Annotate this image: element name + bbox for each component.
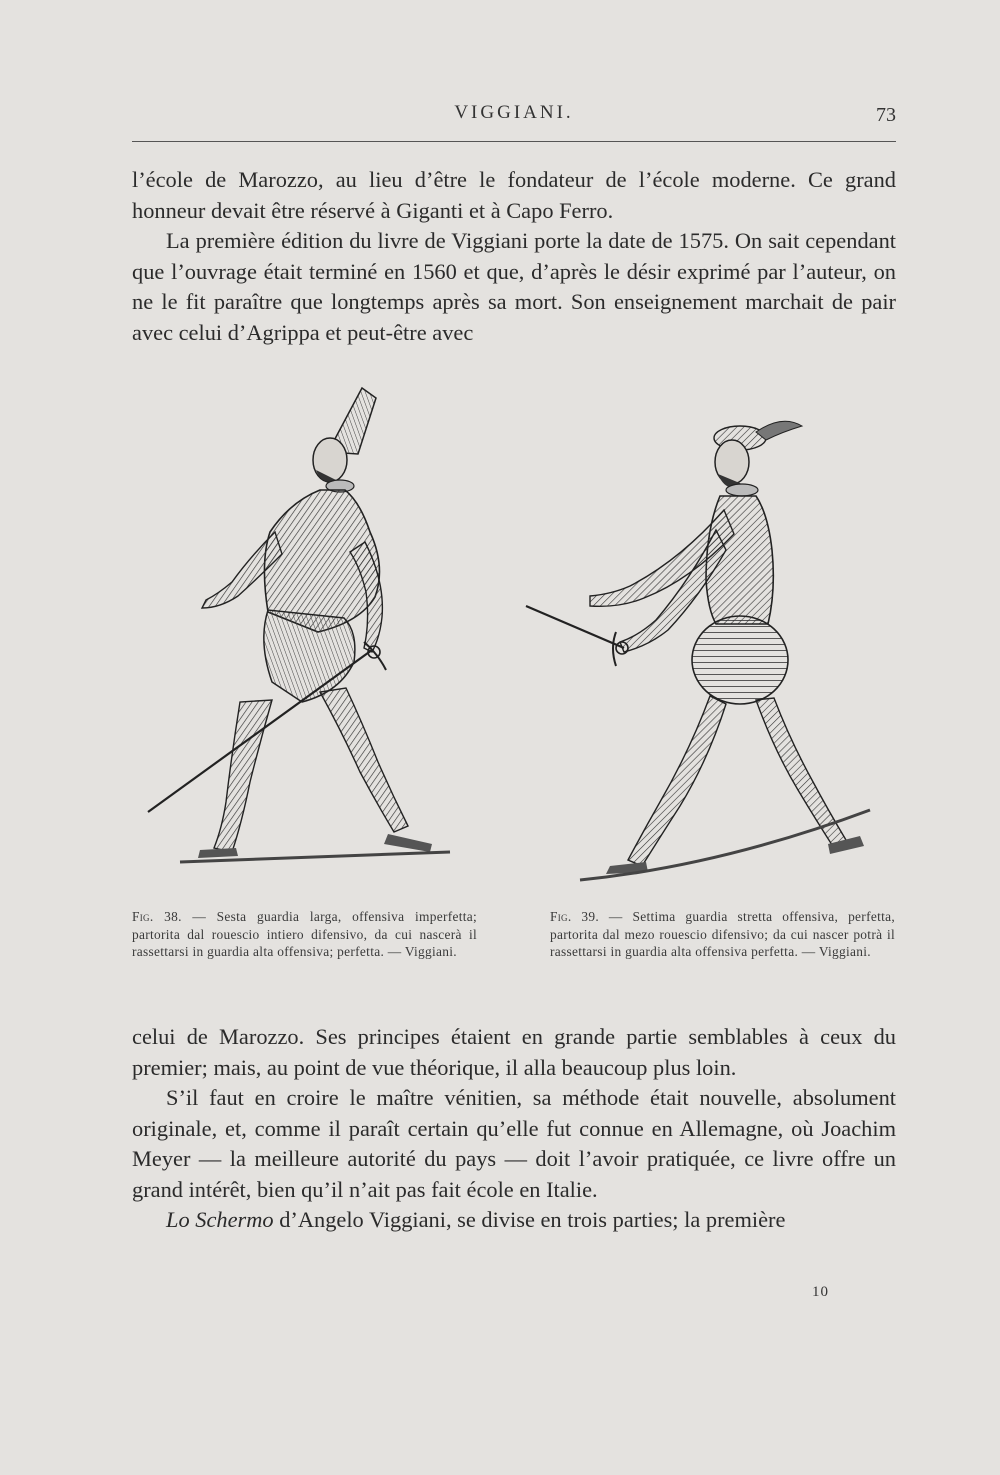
figure-label: Fig. 38. [132,909,182,924]
running-head [132,100,896,140]
paragraph: celui de Marozzo. Ses principes étaient en grande partie semblables à ceux du premier; mais, au point de vue théorique, il alla beaucoup plus loin. [132,1024,896,1080]
paragraph-text: d’Angelo Viggiani, se divise en trois parties; la première [273,1207,786,1232]
header-rule [132,141,896,142]
body-text-top [132,165,896,348]
book-title: Lo Schermo [166,1207,274,1232]
figure-caption-text: — Settima guardia stretta offensiva, perfetta, partorita dal mezo rouescio difensivo; da cui nascer potrà il rassettarsi in guardia alta offensiva perfetta. — Viggiani. [550,909,895,959]
figure-39-engraving [520,410,880,892]
signature-mark: 10 [812,1284,829,1300]
page-number: 73 [876,104,896,126]
figure-39-caption [550,908,895,961]
figure-38-engraving [140,382,460,892]
fencer-engraving-38 [140,382,460,892]
figure-caption-text: — Sesta guardia larga, offensiva imperfetta; partorita dal rouescio intiero difensivo, da cui nascerà il rassettarsi in guardia alta offensiva; perfetta. — Viggiani. [132,909,478,959]
figure-38-caption [132,908,477,961]
paragraph: S’il faut en croire le maître vénitien, sa méthode était nouvelle, absolument originale, et, comme il paraît certain qu’elle fut connue en Allemagne, où Joachim Meyer — la meilleure autorité du pays — doit l’avoir pratiquée, ce livre offre un grand intérêt, bien qu’il n’ait pas fait école en Italie. [132,1085,896,1202]
running-title: VIGGIANI. [454,102,574,123]
body-text-bottom [132,1022,896,1236]
paragraph [132,1205,896,1236]
paragraph: l’école de Marozzo, au lieu d’être le fondateur de l’école moderne. Ce grand honneur devait être réservé à Giganti et à Capo Ferro. [132,167,896,223]
figure-label: Fig. 39. [550,909,600,924]
fencer-engraving-39 [520,410,880,892]
paragraph: La première édition du livre de Viggiani porte la date de 1575. On sait cependant que l’ouvrage était terminé en 1560 et que, d’après le désir exprimé par l’auteur, on ne le fit paraître que longtemps après sa mort. Son enseignement marchait de pair avec celui d’Agrippa et peut-être avec [132,228,896,345]
